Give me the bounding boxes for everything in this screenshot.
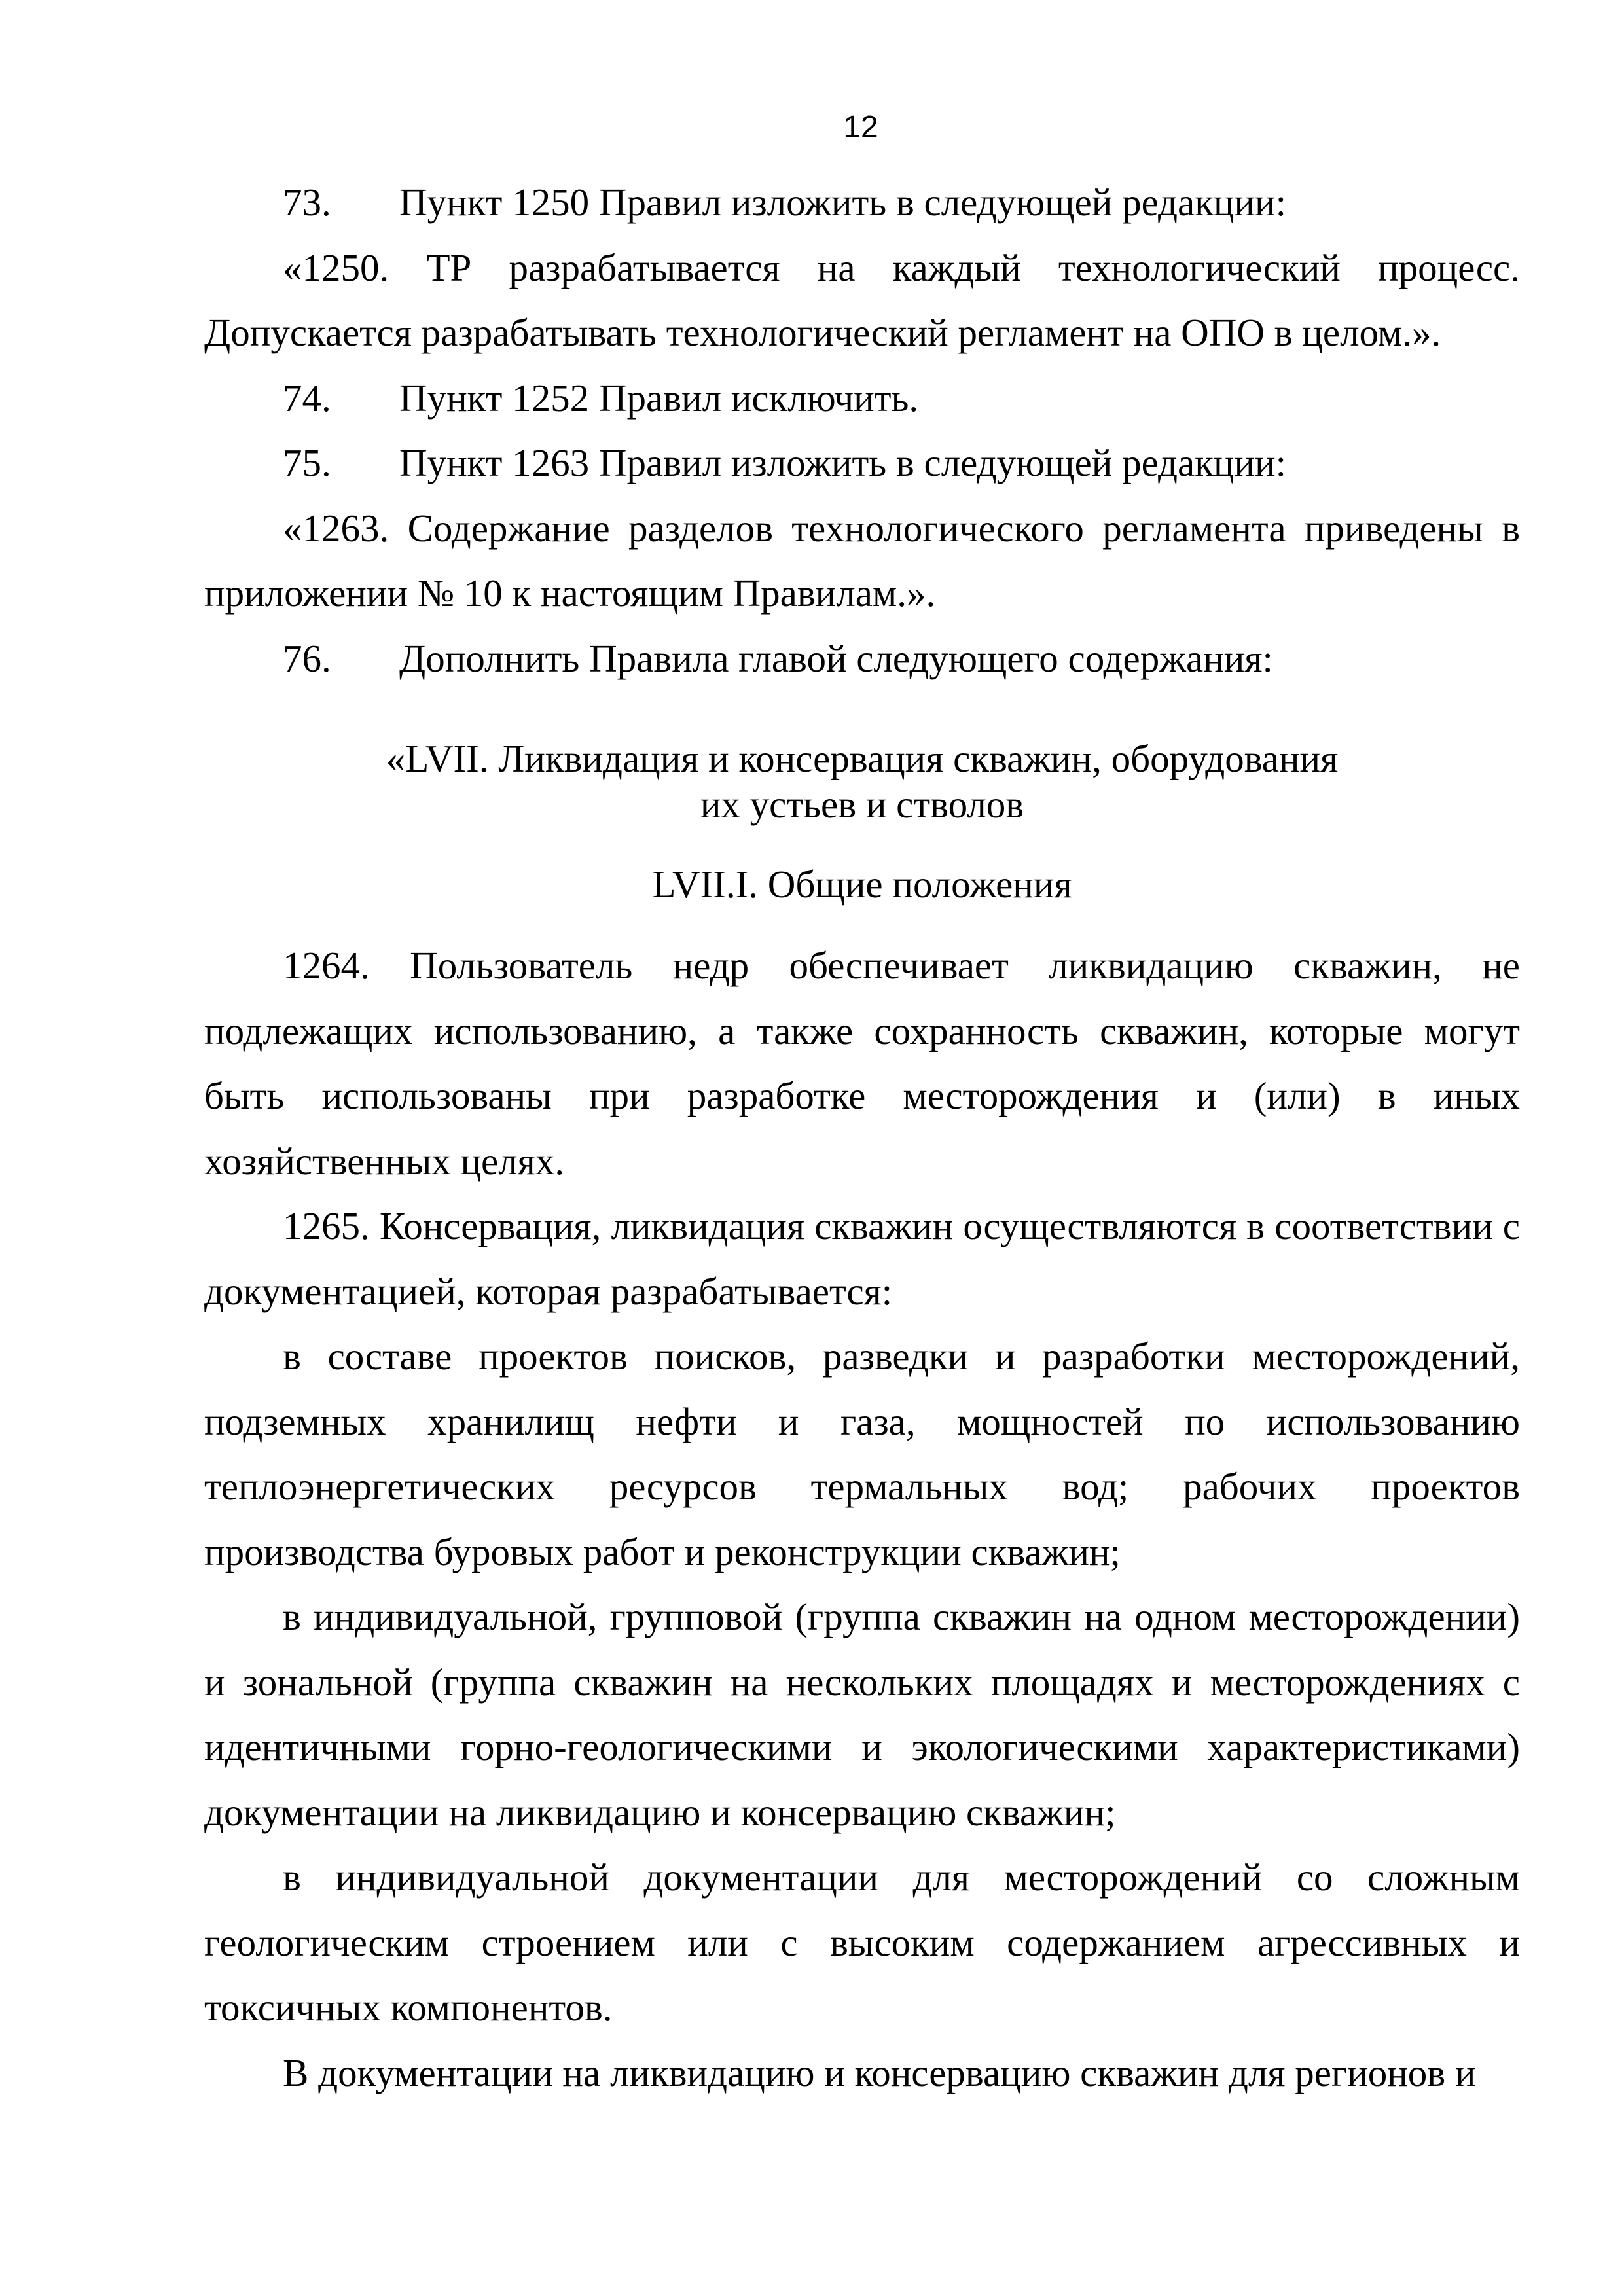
paragraph-74 xyxy=(204,366,1520,431)
item-number: 74. xyxy=(283,376,331,420)
paragraph-76 xyxy=(204,626,1520,692)
paragraph-75 xyxy=(204,431,1520,496)
item-number: 75. xyxy=(283,441,331,484)
paragraph-1264: 1264. Пользователь недр обеспечивает ликвидацию скважин, не подлежащих использованию, а также сохранность скважин, которые могут быть использованы при разработке месторождения и (или) в иных хозяйственных целях. xyxy=(204,944,1520,1183)
list-item-projects: в составе проектов поисков, разведки и разработки месторождений, подземных хранилищ нефти и газа, мощностей по использованию теплоэнергетических ресурсов термальных вод; рабочих проектов производства буровых работ и реконструкции скважин; xyxy=(204,1335,1520,1573)
list-item-individual-documentation: в индивидуальной документации для месторождений со сложным геологическим строением или с высоким содержанием агрессивных и токсичных компонентов. xyxy=(204,1856,1520,2029)
chapter-title-line-1: «LVII. Ликвидация и консервация скважин, оборудования xyxy=(386,737,1339,780)
paragraph-text: Дополнить Правила главой следующего содержания: xyxy=(399,636,1273,680)
paragraph-73 xyxy=(204,170,1520,236)
paragraph-quote-1250: «1250. ТР разрабатывается на каждый технологический процесс. Допускается разрабатывать технологический регламент на ОПО в целом.». xyxy=(204,245,1520,354)
document-body xyxy=(204,170,1520,2106)
paragraph-text: Пункт 1252 Правил исключить. xyxy=(399,376,919,420)
item-number: 73. xyxy=(283,181,331,224)
paragraph-regions: В документации на ликвидацию и консервацию скважин для регионов и xyxy=(283,2051,1476,2094)
page-number: 12 xyxy=(843,110,878,145)
paragraph-text: Пункт 1250 Правил изложить в следующей редакции: xyxy=(399,181,1286,224)
list-item-group-documentation: в индивидуальной, групповой (группа скважин на одном месторождении) и зональной (группа скважин на нескольких площадях и месторождениях с идентичными горно-геологическими и экологическими характеристиками) документации на ликвидацию и консервацию скважин; xyxy=(204,1595,1520,1834)
item-number: 76. xyxy=(283,636,331,680)
paragraph-quote-1263: «1263. Содержание разделов технологического регламента приведены в приложении № 10 к настоящим Правилам.». xyxy=(204,506,1520,615)
paragraph-text: Пункт 1263 Правил изложить в следующей редакции: xyxy=(399,441,1286,484)
chapter-title xyxy=(204,736,1520,827)
chapter-title-line-2: их устьев и стволов xyxy=(700,783,1024,826)
section-title: LVII.I. Общие положения xyxy=(652,863,1072,906)
paragraph-1265: 1265. Консервация, ликвидация скважин осуществляются в соответствии с документацией, которая разрабатывается: xyxy=(204,1204,1520,1313)
